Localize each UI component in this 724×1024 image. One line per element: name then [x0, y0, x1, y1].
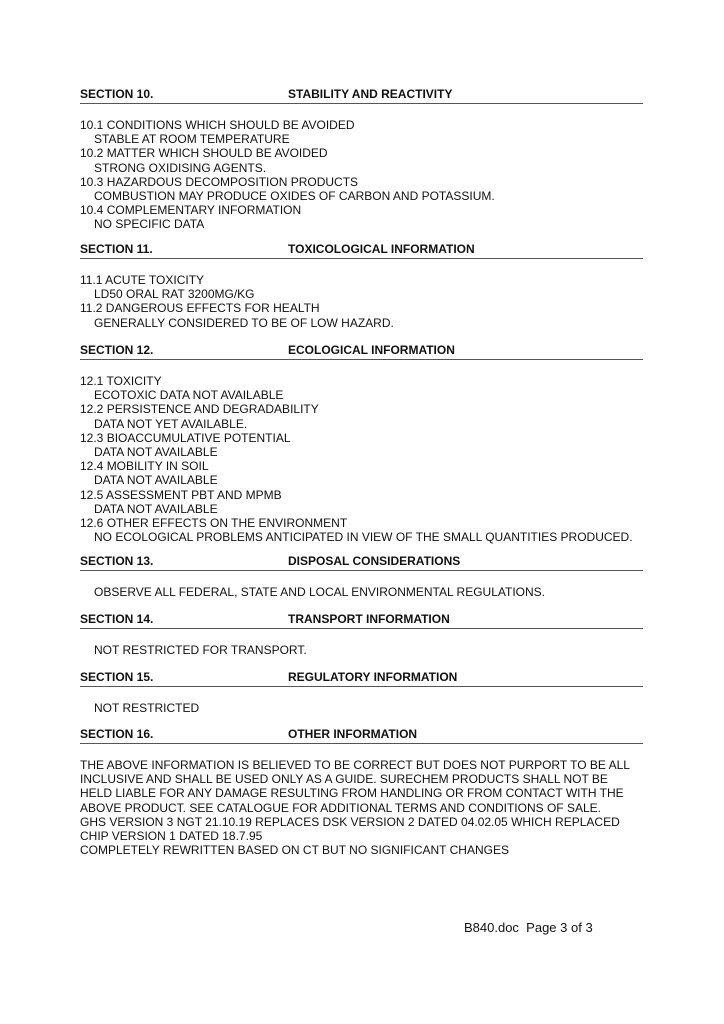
subheading: 12.3 BIOACCUMULATIVE POTENTIAL	[80, 430, 291, 445]
section-body	[80, 118, 643, 232]
subheading: 10.3 HAZARDOUS DECOMPOSITION PRODUCTS	[80, 174, 359, 189]
subheading: 12.4 MOBILITY IN SOIL	[80, 459, 209, 474]
section-number: SECTION 13.	[80, 554, 154, 568]
section-10	[80, 87, 643, 232]
section-title: OTHER INFORMATION	[288, 727, 418, 741]
section-body	[80, 758, 643, 857]
section-header	[80, 554, 643, 571]
subheading: 11.1 ACUTE TOXICITY	[80, 273, 205, 287]
section-body	[80, 701, 643, 715]
section-number: SECTION 15.	[80, 670, 154, 684]
subheading: 12.6 OTHER EFFECTS ON THE ENVIRONMENT	[80, 516, 348, 531]
subheading: 10.2 MATTER WHICH SHOULD BE AVOIDED	[80, 146, 328, 161]
body-line: DATA NOT AVAILABLE	[94, 501, 218, 516]
section-title: TRANSPORT INFORMATION	[288, 612, 450, 626]
section-number: SECTION 16.	[80, 727, 154, 741]
section-11	[80, 242, 643, 330]
section-header	[80, 242, 643, 259]
subheading: 12.1 TOXICITY	[80, 374, 162, 388]
section-title: TOXICOLOGICAL INFORMATION	[288, 242, 475, 256]
section-body	[80, 273, 643, 330]
section-title: REGULATORY INFORMATION	[288, 670, 458, 684]
subheading: 12.5 ASSESSMENT PBT AND MPMB	[80, 487, 282, 502]
body-line: NO SPECIFIC DATA	[94, 217, 205, 232]
body-line: ECOTOXIC DATA NOT AVAILABLE	[94, 388, 284, 403]
section-body	[80, 374, 643, 544]
body-line: STRONG OXIDISING AGENTS.	[94, 160, 267, 175]
body-line: STABLE AT ROOM TEMPERATURE	[94, 132, 290, 147]
body-line: GENERALLY CONSIDERED TO BE OF LOW HAZARD.	[94, 315, 394, 330]
body-line: NOT RESTRICTED FOR TRANSPORT.	[94, 643, 307, 657]
section-header	[80, 727, 643, 744]
section-number: SECTION 10.	[80, 87, 154, 101]
subheading: 10.4 COMPLEMENTARY INFORMATION	[80, 203, 302, 218]
disclaimer-paragraph: THE ABOVE INFORMATION IS BELIEVED TO BE CORRECT BUT DOES NOT PURPORT TO BE ALL INCLUSIVE AND SHALL BE USED ONLY AS A GUIDE. SURECHEM PRODUCTS SHALL NOT BE HELD LIABLE FOR ANY DAMAGE RESULTING FROM HANDLING OR FROM CONTACT WITH THE ABOVE PRODUCT. SEE CATALOGUE FOR ADDITIONAL TERMS AND CONDITIONS OF SALE.	[80, 758, 630, 815]
section-body	[80, 585, 643, 599]
section-body	[80, 643, 643, 657]
section-14	[80, 612, 643, 657]
subheading: 12.2 PERSISTENCE AND DEGRADABILITY	[80, 402, 319, 417]
body-line: LD50 ORAL RAT 3200MG/KG	[94, 287, 255, 302]
body-line: NO ECOLOGICAL PROBLEMS ANTICIPATED IN VIEW OF THE SMALL QUANTITIES PRODUCED.	[94, 530, 633, 545]
body-line: OBSERVE ALL FEDERAL, STATE AND LOCAL ENVIRONMENTAL REGULATIONS.	[94, 585, 546, 599]
page-number: Page 3 of 3	[526, 920, 593, 935]
body-line: DATA NOT AVAILABLE	[94, 445, 218, 460]
section-header	[80, 612, 643, 629]
section-number: SECTION 11.	[80, 242, 153, 256]
subheading: 10.1 CONDITIONS WHICH SHOULD BE AVOIDED	[80, 118, 355, 132]
section-title: ECOLOGICAL INFORMATION	[288, 343, 455, 357]
revision-note: COMPLETELY REWRITTEN BASED ON CT BUT NO SIGNIFICANT CHANGES	[80, 843, 509, 858]
section-header	[80, 87, 643, 104]
section-number: SECTION 14.	[80, 612, 154, 626]
section-title: DISPOSAL CONSIDERATIONS	[288, 554, 461, 568]
page-footer	[464, 920, 593, 935]
section-number: SECTION 12.	[80, 343, 154, 357]
section-12	[80, 343, 643, 544]
body-line: COMBUSTION MAY PRODUCE OXIDES OF CARBON AND POTASSIUM.	[94, 189, 495, 204]
section-header	[80, 343, 643, 360]
section-15	[80, 670, 643, 715]
body-line: DATA NOT AVAILABLE	[94, 473, 218, 488]
version-history: GHS VERSION 3 NGT 21.10.19 REPLACES DSK VERSION 2 DATED 04.02.05 WHICH REPLACED CHIP VERSION 1 DATED 18.7.95	[80, 814, 620, 844]
section-title: STABILITY AND REACTIVITY	[288, 87, 453, 101]
section-13	[80, 554, 643, 599]
body-line: DATA NOT YET AVAILABLE.	[94, 416, 248, 431]
body-line: NOT RESTRICTED	[94, 701, 200, 715]
subheading: 11.2 DANGEROUS EFFECTS FOR HEALTH	[80, 301, 320, 316]
section-16	[80, 727, 643, 857]
document-filename: B840.doc	[464, 920, 519, 935]
section-header	[80, 670, 643, 687]
